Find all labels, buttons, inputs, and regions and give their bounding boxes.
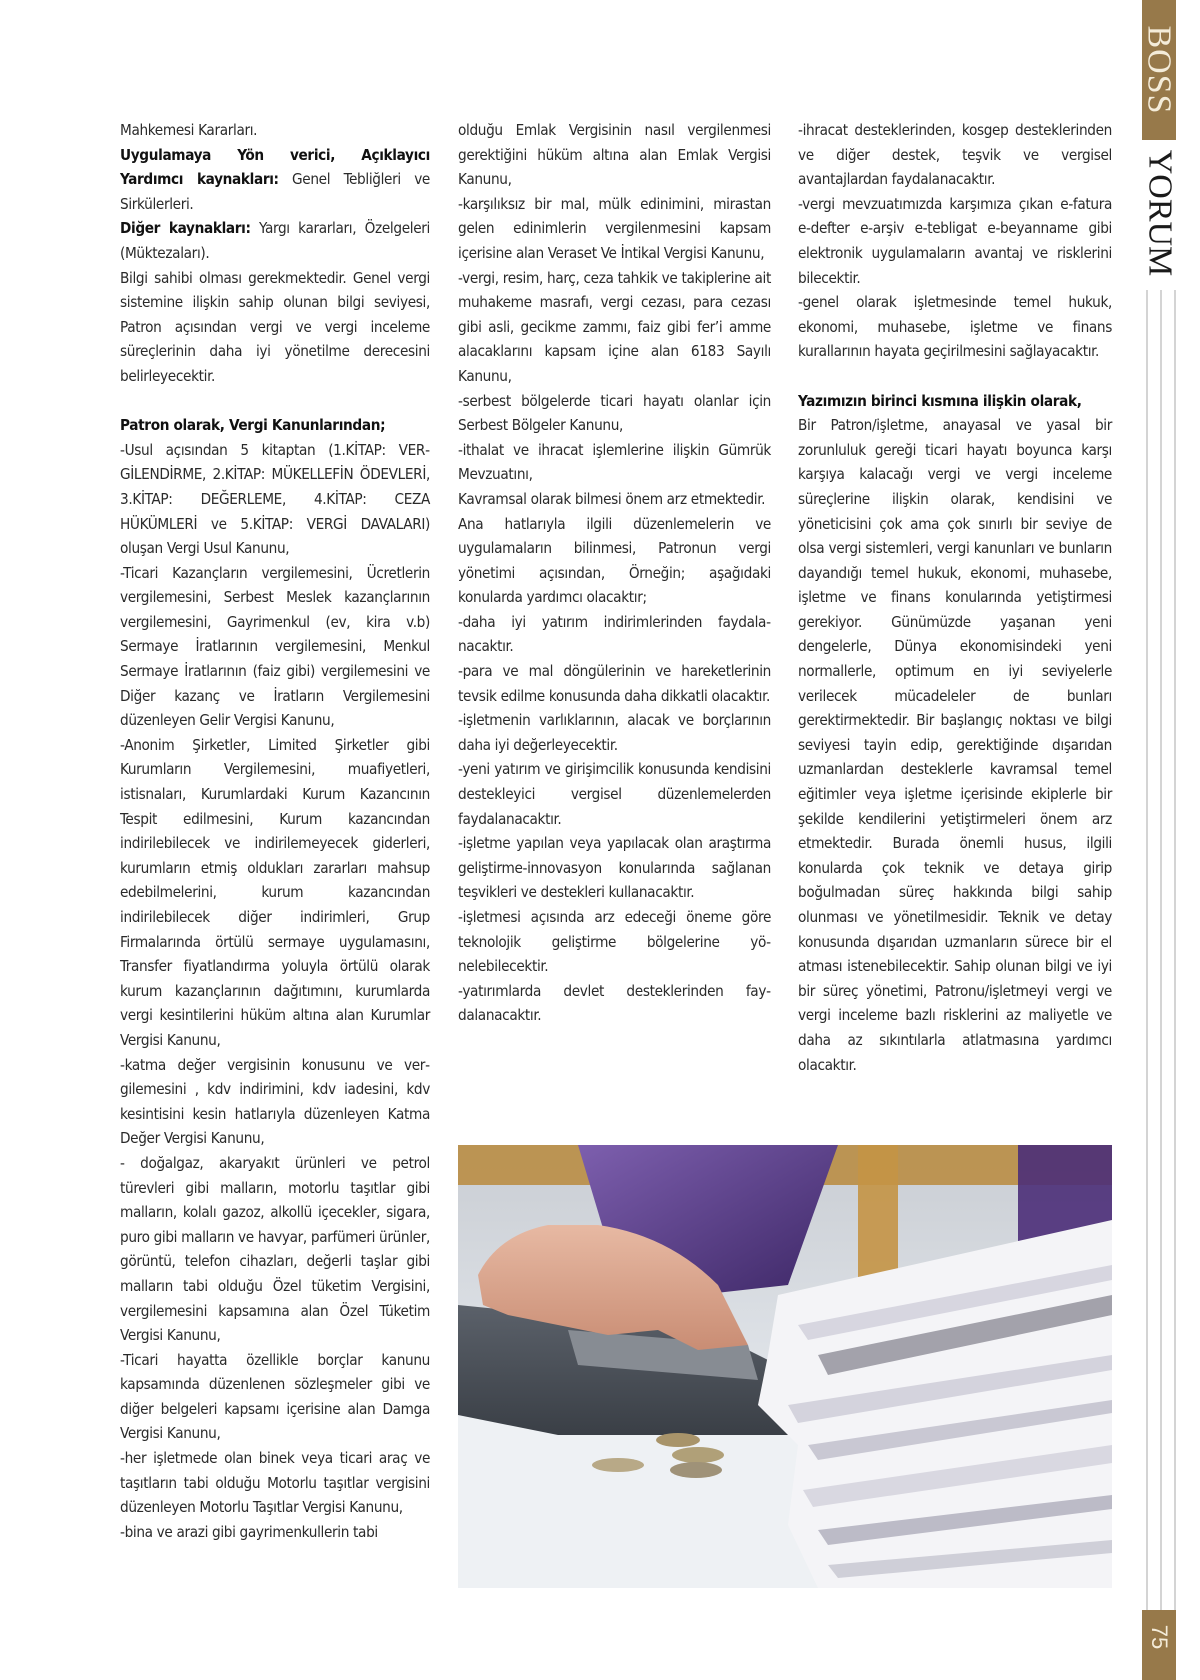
list-item: -işletme yapılan veya yapılacak olan araştırma geliştirme-innovasyon konularında sağlanan teşvikleri ve destekleri kullanacaktır. [458, 834, 771, 902]
list-item: -ithalat ve ihracat işlemlerine ilişkin Gümrük Mevzuatını, [458, 440, 771, 484]
calculator-paperwork-illustration [458, 1145, 1112, 1588]
article-column-3 [798, 118, 1112, 1077]
page-number: 75 [1146, 1624, 1172, 1650]
term-text: Genel Tebliğleri ve Sirkülerleri. [120, 170, 430, 213]
section-label [1141, 148, 1179, 278]
article-column-1 [120, 118, 430, 1544]
section-name: YORUM [1141, 149, 1179, 277]
list-item: -daha iyi yatırım indirimlerinden faydalanacaktır. [458, 612, 771, 656]
list-item: -ihracat desteklerinden, kosgep desteklerinden ve diğer destek, teşvik ve vergisel avantajlardan faydalanacaktır. [798, 121, 1112, 189]
list-item: olduğu Emlak Vergisinin nasıl vergilenmesi gerektiğini hüküm altına alan Emlak Vergisi Kanunu, [458, 121, 771, 189]
list-item: -işletmenin varlıklarının, alacak ve borçlarının daha iyi değerleyecektir. [458, 711, 771, 754]
decorative-rule [1146, 290, 1148, 1610]
decorative-rule [1160, 290, 1162, 1610]
decorative-rule [1174, 290, 1176, 1610]
list-item: -bina ve arazi gibi gayrimenkullerin tabi [120, 1522, 378, 1541]
paragraph [120, 143, 430, 217]
brand-name: BOSS [1141, 25, 1178, 115]
list-item: - doğalgaz, akaryakıt ürünleri ve petrol türevleri gibi malların, motorlu taşıtlar gibi malların, kolalı gazoz, alkollü içecekler, sigara, puro gibi malların ve havyar, parfümeri ürünler, görüntü, telefon cihazları, değerli taşlar gibi malların tabi olduğu Özel tüketim Vergisini, vergilemesini kapsamına alan Özel Tüketim Vergisi Kanunu, [120, 1153, 430, 1345]
coin [670, 1462, 722, 1478]
list-item: -genel olarak işletmesinde temel hukuk, ekonomi, muhasebe, işletme ve finans kurallarının hayata geçirilmesini sağlayacaktır. [798, 293, 1112, 361]
section-heading: Yazımızın birinci kısmına ilişkin olarak, [798, 391, 1082, 410]
list-item: -para ve mal döngülerinin ve hareketlerinin tevsik edilme konusunda daha dikkatli olacaktır. [458, 662, 771, 705]
coin [592, 1458, 644, 1472]
list-item: -karşılıksız bir mal, mülk edinimini, mirastan gelen edinimlerin vergilenmesini kapsam içerisine alan Veraset Ve İntikal Vergisi Kanunu, [458, 194, 771, 262]
paragraph: Bilgi sahibi olması gerekmektedir. Genel vergi sistemine ilişkin sahip olunan bilgi seviyesi, Patron açısından vergi ve vergi inceleme süreçlerinin daha iyi yönetilme derecesini belirleyecektir. [120, 268, 430, 385]
term-text: Yargı kararları, Özelgeleri (Müktezaları). [120, 219, 430, 262]
list-item: -Ticari hayatta özellikle borçlar kanunu kapsamında düzenlenen sözleşmeler gibi ve diğer belgeleri kapsamı içerisine alan Damga Vergisi Kanunu, [120, 1350, 430, 1443]
page-number-badge [1142, 1610, 1176, 1680]
term-label: Uygulamaya Yön verici, Açıklayıcı Yardımcı kaynakları: [120, 145, 430, 189]
list-item: -Anonim Şirketler, Limited Şirketler gibi Kurumların Vergilemesini, muafiyetleri, istisnaları, Kurumlardaki Kurum Kazancının Tespit edilmesini, Kurum kazancından indirilebilecek ve indirilemeyecek giderleri, kurumların etmiş oldukları zararları mahsup edebilmelerini, kurum kazancından indirilebilecek diğer indirimleri, Grup Firmalarında örtülü sermaye uygulamasını, Transfer fiyatlandırma yoluyla örtülü olarak kurum kazançlarının dağıtımını, kurumlarda vergi kesintilerini hüküm altına alan Kurumlar Vergisi Kanunu, [120, 735, 430, 1049]
list-item: -yeni yatırım ve girişimcilik konusunda kendisini destekleyici vergisel düzenlemelerden faydalanacaktır. [458, 760, 771, 828]
list-item: -serbest bölgelerde ticari hayatı olanlar için Serbest Bölgeler Kanunu, [458, 391, 771, 435]
list-item: -vergi mevzuatımızda karşımıza çıkan e-fatura e-defter e-arşiv e-tebligat e-beyanname gibi elektronik uygulamaların avantaj ve risklerini bilecektir. [798, 194, 1112, 287]
paragraph: Bir Patron/işletme, anayasal ve yasal bir zorunluluk gereği ticari hayatı boyunca karşı karşıya kalacağı vergi ve vergi inceleme süreçlerine ilişkin olarak, kendisini ve yöneticisini çok ama çok sınırlı bir seviye de olsa vergi sistemleri, vergi kanunları ve bunların dayandığı temel hukuk, ekonomi, muhasebe, işletme ve finans konularında yetiştirmesi gerekiyor. Günümüzde yaşanan yeni dengelerle, Dünya ekonomisindeki yeni normallerle, optimum en iyi seviyelerle verilecek mücadeleler de bunları gerektirmektedir. Bir başlangıç noktası ve bilgi seviyesi tayin edip, gerektiğinde dışarıdan uzmanlardan desteklerle kavramsal temel eğitimler veya işletme içerisinde ekiplerle bir şekilde kendilerini yetiştirmeleri önem arz etmektedir. Burada önemli husus, ilgili konularda çok teknik ve detaya girip boğulmadan süreç hakkında bilgi sahip olunması ve yönetilmesidir. Teknik ve detay konusunda dışarıdan uzmanların sürece bir el atması istenebilecektir. Sahip olunan bilgi ve iyi bir süreç yönetimi, Patronu/işletmeyi vergi ve vergi inceleme bazlı risklerini az maliyetle ve daha az sıkıntılarla atlatmasına yardımcı olacaktır. [798, 416, 1112, 1074]
term-label: Diğer kaynakları: [120, 219, 251, 238]
paragraph: Ana hatlarıyla ilgili düzenlemelerin ve uygulamaların bilinmesi, Patronun vergi yönetimi açısından, Örneğin; aşağıdaki konularda yardımcı olacaktır; [458, 514, 771, 607]
article-photo [458, 1145, 1112, 1588]
brand-logo [1142, 0, 1176, 140]
coin [656, 1433, 700, 1447]
article-column-2 [458, 118, 771, 1028]
list-item: -yatırımlarda devlet desteklerinden faydalanacaktır. [458, 981, 771, 1025]
paragraph: Mahkemesi Kararları. [120, 121, 258, 139]
list-item: -her işletmede olan binek veya ticari araç ve taşıtların tabi olduğu Motorlu taşıtlar vergisini düzenleyen Motorlu Taşıtlar Vergisi Kanunu, [120, 1449, 430, 1517]
list-item: -Ticari Kazançların vergilemesini, Ücretlerin vergilemesini, Serbest Meslek kazançlarının vergilemesini, Gayrimenkul (ev, kira v.b) Sermaye İratlarının vergilemesini, Menkul Sermaye İratlarının (faiz gibi) vergilemesini ve Diğer kazanç ve İratların Vergilemesini düzenleyen Gelir Vergisi Kanunu, [120, 563, 430, 730]
paragraph: Kavramsal olarak bilmesi önem arz etmektedir. [458, 489, 766, 508]
list-item: -işletmesi açısında arz edeceği öneme göre teknolojik geliştirme bölgelerine yönelebilecektir. [458, 908, 771, 976]
list-item: -katma değer vergisinin konusunu ve vergilemesini , kdv indirimini, kdv iadesini, kdv kesintisini kesin hatlarıyla düzenleyen Katma Değer Vergisi Kanunu, [120, 1055, 430, 1148]
section-heading: Patron olarak, Vergi Kanunlarından; [120, 416, 386, 435]
list-item: -Usul açısından 5 kitaptan (1.KİTAP: VERGİLENDİRME, 2.KİTAP: MÜKELLEFİN ÖDEVLERİ, 3.KİTAP: DEĞERLEME, 4.KİTAP: CEZA HÜKÜMLERİ ve 5.KİTAP: VERGİ DAVALARI) oluşan Vergi Usul Kanunu, [120, 440, 430, 558]
paragraph [120, 216, 430, 265]
list-item: -vergi, resim, harç, ceza tahkik ve takiplerine ait muhakeme masrafı, vergi cezası, para cezası gibi asli, gecikme zammı, faiz gibi fer’i amme alacaklarını kapsam içine alan 6183 Sayılı Kanunu, [458, 268, 771, 385]
coin [672, 1447, 724, 1463]
